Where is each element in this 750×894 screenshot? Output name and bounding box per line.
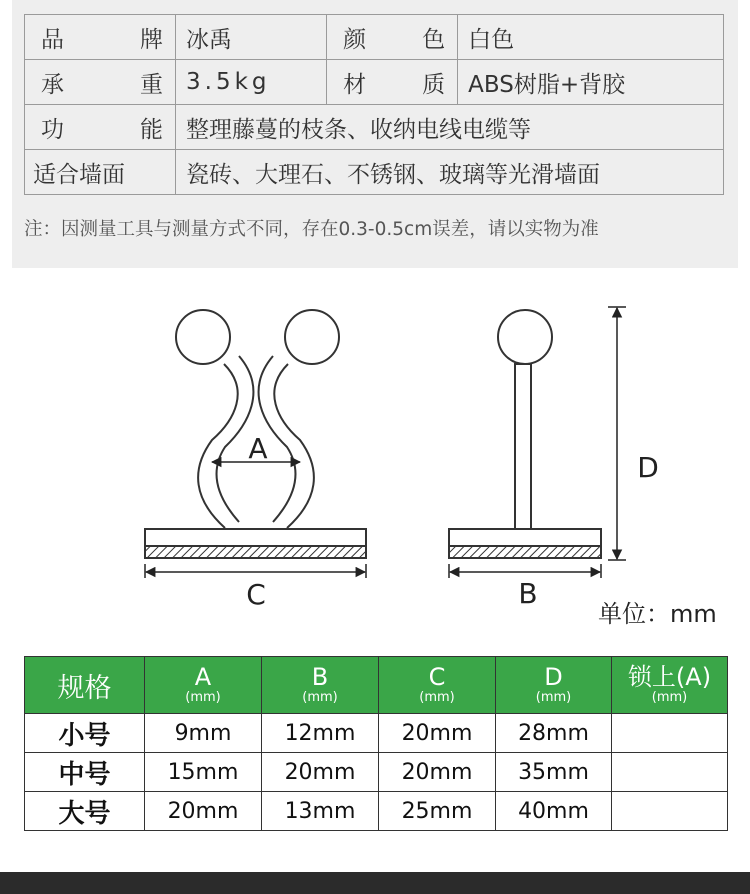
cell-a: 20mm xyxy=(145,792,262,831)
surface-value: 瓷砖、大理石、不锈钢、玻璃等光滑墙面 xyxy=(176,150,724,195)
spec-header-locked-a: 锁上(A) (mm) xyxy=(612,657,728,714)
product-info-table xyxy=(24,14,724,195)
material-label: 材 质 xyxy=(327,60,458,105)
color-value: 白色 xyxy=(458,15,724,60)
cell-c: 25mm xyxy=(379,792,496,831)
cell-locked-a xyxy=(612,792,728,831)
row-size-label: 小号 xyxy=(25,714,145,753)
weight-label: 承 重 xyxy=(25,60,176,105)
spec-header-d: D (mm) xyxy=(496,657,612,714)
spec-header-b: B (mm) xyxy=(262,657,379,714)
cell-d: 28mm xyxy=(496,714,612,753)
spec-header-a: A (mm) xyxy=(145,657,262,714)
cell-c: 20mm xyxy=(379,753,496,792)
cell-b: 20mm xyxy=(262,753,379,792)
cell-locked-a xyxy=(612,753,728,792)
measurement-note: 注：因测量工具与测量方式不同，存在0.3-0.5cm误差，请以实物为准 xyxy=(24,219,599,240)
table-row xyxy=(25,714,728,753)
cell-a: 9mm xyxy=(145,714,262,753)
cell-b: 12mm xyxy=(262,714,379,753)
clip-side-view xyxy=(449,310,601,558)
spec-header-c: C (mm) xyxy=(379,657,496,714)
cell-d: 40mm xyxy=(496,792,612,831)
table-row xyxy=(25,792,728,831)
label-b: B xyxy=(518,577,538,610)
material-value: ABS树脂+背胶 xyxy=(458,60,724,105)
unit-label: 单位：mm xyxy=(598,600,717,628)
info-row-brand xyxy=(25,15,724,60)
spec-header-size: 规格 xyxy=(25,657,145,714)
function-label: 功 能 xyxy=(25,105,176,150)
cell-d: 35mm xyxy=(496,753,612,792)
label-d: D xyxy=(637,451,659,484)
cell-c: 20mm xyxy=(379,714,496,753)
cell-b: 13mm xyxy=(262,792,379,831)
info-row-weight xyxy=(25,60,724,105)
cell-locked-a xyxy=(612,714,728,753)
label-a: A xyxy=(248,432,268,465)
color-label: 颜 色 xyxy=(327,15,458,60)
spec-header-row xyxy=(25,657,728,714)
row-size-label: 中号 xyxy=(25,753,145,792)
product-info-panel xyxy=(12,0,738,268)
info-row-surface xyxy=(25,150,724,195)
brand-label: 品 牌 xyxy=(25,15,176,60)
cell-a: 15mm xyxy=(145,753,262,792)
weight-value: 3.5kg xyxy=(176,60,327,105)
spec-table xyxy=(24,656,728,831)
brand-value: 冰禹 xyxy=(176,15,327,60)
info-row-function xyxy=(25,105,724,150)
table-row xyxy=(25,753,728,792)
bottom-bar xyxy=(0,872,750,894)
row-size-label: 大号 xyxy=(25,792,145,831)
surface-label: 适合墙面 xyxy=(25,150,176,195)
dimension-diagram xyxy=(0,270,750,650)
function-value: 整理藤蔓的枝条、收纳电线电缆等 xyxy=(176,105,724,150)
label-c: C xyxy=(246,578,266,611)
